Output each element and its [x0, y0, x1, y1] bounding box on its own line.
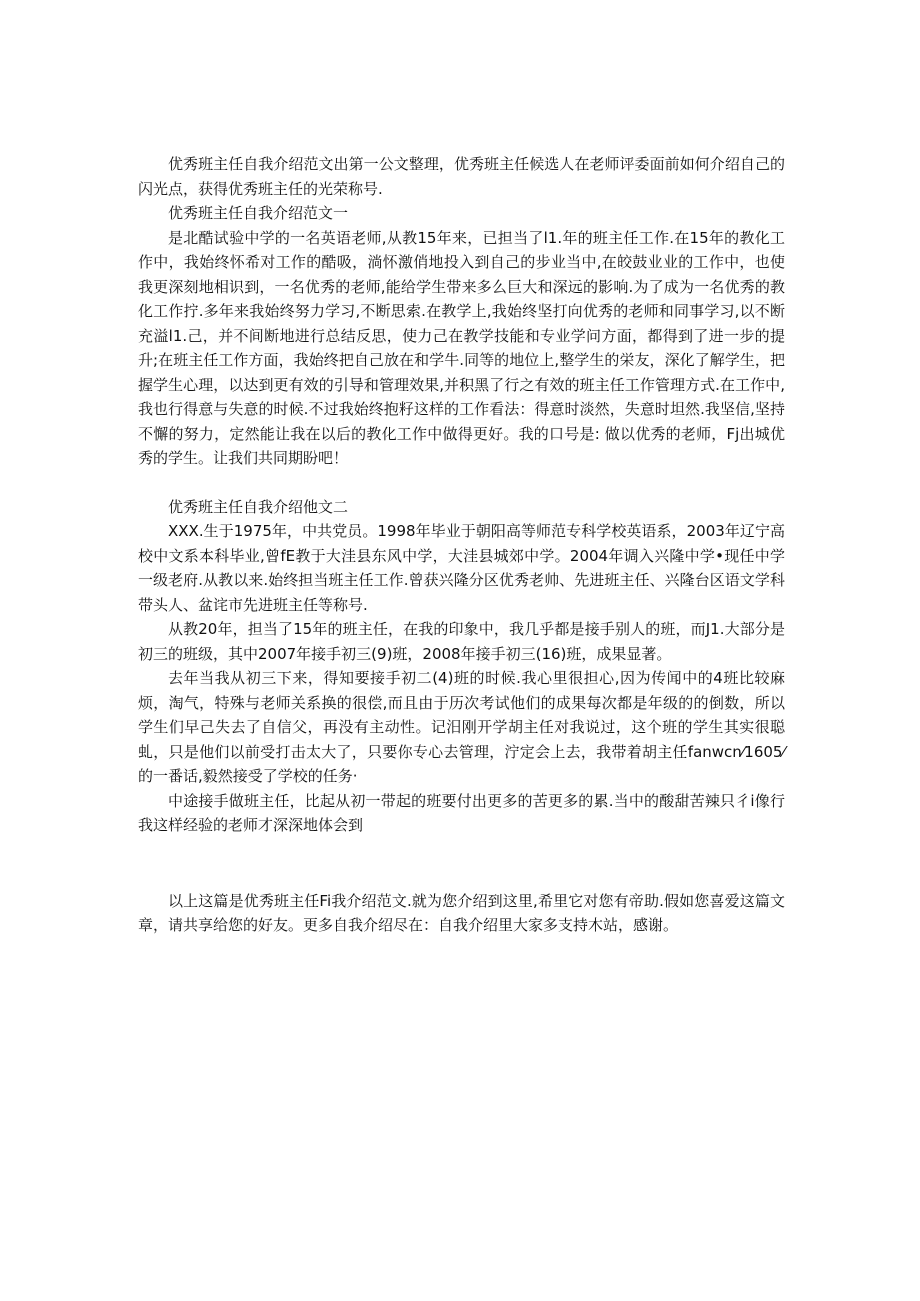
document-body	[138, 152, 785, 938]
section-heading-two: 优秀班主任自我介绍他文二	[168, 497, 349, 516]
body-paragraph-four: 去年当我从初三下来，得知要接手初二(4)班的时候.我心里很担心,因为传闻中的4班比较麻烦，淘气，特殊与老师关系换的很偿,而且由于历次考试他们的成果每次都是年级的的倒数，所以学生们早己失去了自信父，再没有主动性。记汨刚开学胡主任对我说过，这个班的学生其实很聪虬，只是他们以前受打击太大了，只要你专心去管理，泞定会上去，我带着胡主任fanwcn⁄1605⁄的一番话,毅然接受了学校的任务·	[138, 669, 785, 785]
paragraph-gap	[138, 471, 785, 495]
intro-paragraph: 优秀班主任自我介绍范文出第一公文整理，优秀班主任候选人在老师评委面前如何介绍自己的闪光点，获得优秀班主任的光荣称号.	[138, 155, 785, 198]
body-paragraph-one: 是北酷试验中学的一名英语老师,从教15年来，已担当了l1.年的班主任工作.在15年的教化工作中，我始终怀希对工作的酷吸，淌怀激俏地投入到自己的步业当中,在皎鼓业业的工作中，也使我更深刻地相识到，一名优秀的老师,能给学生带来多么巨大和深远的影响.为了成为一名优秀的教化工作拧.多年来我始终努力学习,不断思索.在教学上,我始终坚打向优秀的老师和同事学习,以不断充溢l1.己，并不间断地进行总结反思，使力己在教学技能和专业学问方面，都得到了进一步的提升;在班主任工作方面，我始终把自己放在和学牛.同等的地位上,整学生的栄友，深化了解学生，把握学生心理，以达到更有效的引导和管理效果,并积黑了行之有效的班主任工作管理方式.在工作中,我也行得意与失意的时候.不过我始终抱籽这样的工作看法：得意时淡然，失意时坦然.我坚信,坚持不懈的努力，定然能让我在以后的教化工作中做得更好。我的口号是: 做以优秀的老师，Fj出城优秀的学生。让我们共同期盼吧！	[138, 228, 785, 467]
closing-paragraph: 以上这篇是优秀班主任Fi我介绍范文.就为您介绍到这里,希里它对您有帝助.假如您喜爱这篇文章，请共享给您的好友。更多自我介绍尽在：自我介绍里大家多支持木站，感谢。	[138, 891, 785, 934]
body-paragraph-two: XXX.生于1975年，中共党员。1998年毕业于朝阳高等师范专科学校英语系，2003年辽宁高校中文系本科毕业,曾fE教于大洼县东风中学，大洼县城郊中学。2004年调入兴隆中学•现任中学一级老府.从教以来.始终担当班主任工作.曾获兴隆分区优秀老帅、先进班主任、兴隆台区语文学科带头人、盆诧市先进班主任等称号.	[138, 522, 785, 614]
body-paragraph-five: 中途接手做班主任，比起从初一带起的班要付出更多的苦更多的累.当中的酸甜苦辣只彳i像行我这样经验的老师才深深地体会到	[138, 791, 785, 834]
section-heading-one: 优秀班主任自我介绍范文一	[168, 204, 349, 222]
body-paragraph-three: 从教20年，担当了15年的班主任，在我的印象中，我几乎都是接手别人的班，而J1.大部分是初三的班级，其中2007年接手初三(9)班，2008年接手初三(16)班，成果显著。	[138, 620, 785, 663]
section-gap	[138, 838, 785, 889]
